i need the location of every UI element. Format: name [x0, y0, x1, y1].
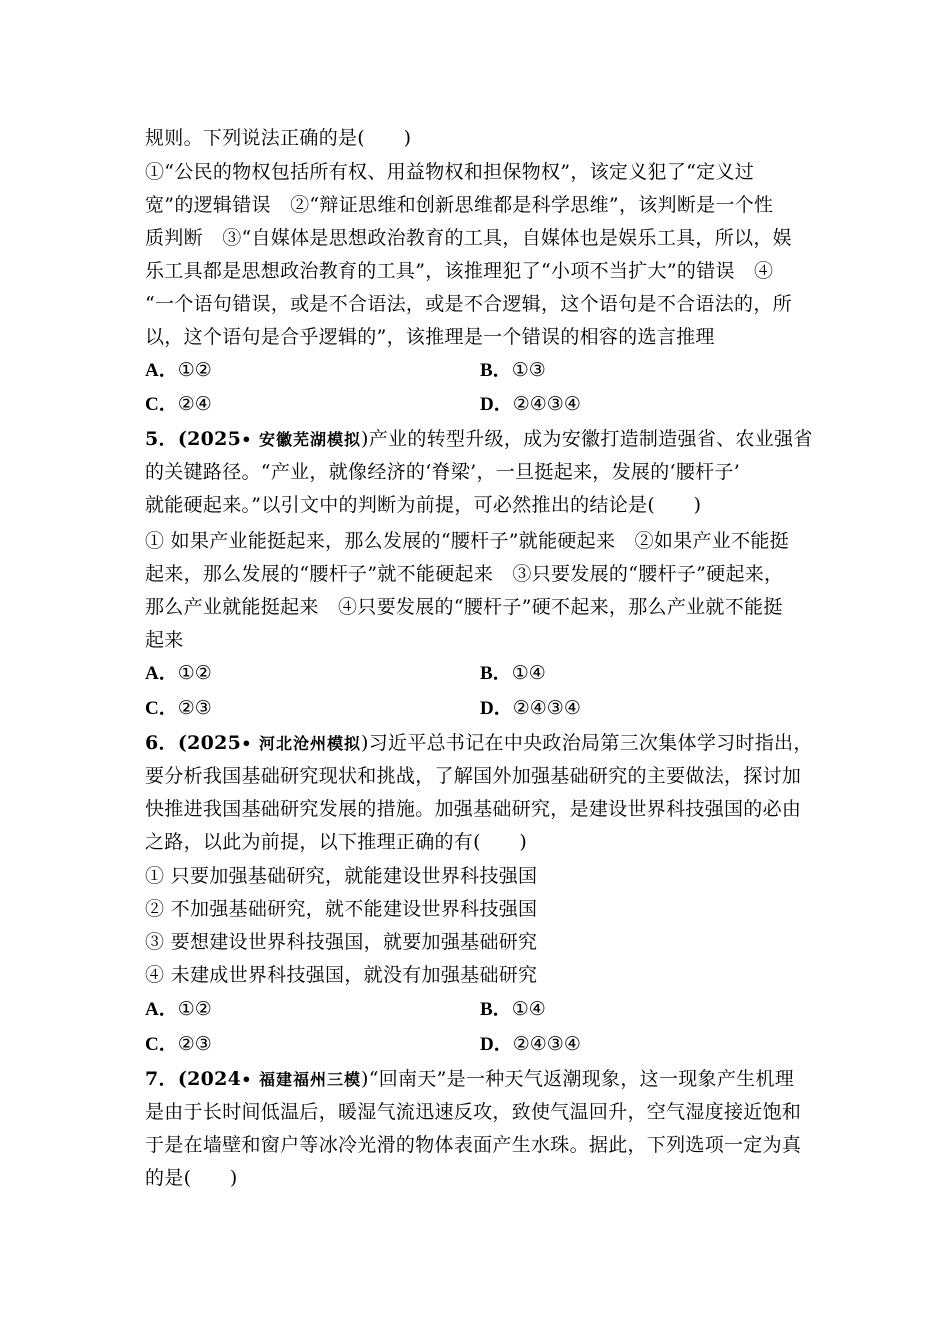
option-text: ①④ [511, 998, 546, 1020]
option-key: C． [145, 394, 178, 415]
q5-option-b[interactable] [480, 660, 546, 687]
q7-source: • 福建福州三模 [241, 1070, 362, 1089]
q4-line-6: 以，这个语句是合乎逻辑的”，该推理是一个错误的相容的选言推理 [145, 326, 715, 348]
option-text: ②④③④ [512, 697, 581, 719]
option-text: ①④ [511, 662, 546, 684]
q7-line-1: 是由于长时间低温后，暖湿气流迅速反攻，致使气温回升，空气湿度接近饱和 [145, 1101, 802, 1123]
q5-line-1: 的关键路径。“产业，就像经济的‘脊梁’，一旦挺起来，发展的‘腰杆子’ [145, 461, 741, 483]
q6-stem-first: )习近平总书记在中央政治局第三次集体学习时指出， [361, 732, 813, 754]
option-key: B． [480, 663, 512, 684]
q5-line-2: 就能硬起来。”以引文中的判断为前提，可必然推出的结论是( ) [145, 494, 702, 516]
q7-stem [145, 1066, 815, 1093]
option-key: B． [480, 360, 512, 381]
q6-stem [145, 730, 815, 757]
q6-line-3: 之路，以此为前提，以下推理正确的有( ) [145, 831, 528, 853]
q5-option-c[interactable] [145, 695, 212, 722]
option-key: D． [480, 394, 513, 415]
option-text: ②④ [177, 393, 212, 415]
q5-number: 5．(2025 [145, 428, 242, 450]
q4-line-1: ①“公民的物权包括所有权、用益物权和担保物权”，该定义犯了“定义过 [145, 161, 755, 183]
q6-source: • 河北沧州模拟 [241, 734, 362, 753]
option-text: ①③ [511, 359, 546, 381]
q7-line-2: 于是在墙壁和窗户等冰冷光滑的物体表面产生水珠。据此，下列选项一定为真 [145, 1134, 802, 1156]
option-text: ②④③④ [512, 393, 581, 415]
q4-option-b[interactable] [480, 357, 546, 384]
option-text: ②③ [177, 1033, 212, 1055]
option-text: ①② [177, 662, 212, 684]
q5-option-a[interactable] [145, 660, 212, 687]
q6-statement-3: ③ 要想建设世界科技强国，就要加强基础研究 [145, 931, 538, 953]
q6-statement-1: ① 只要加强基础研究，就能建设世界科技强国 [145, 865, 538, 887]
option-text: ②④③④ [512, 1033, 581, 1055]
q4-line-4: 乐工具都是思想政治教育的工具”，该推理犯了“小项不当扩大”的错误 ④ [145, 260, 774, 282]
q5-stem [145, 426, 815, 453]
q6-option-d[interactable] [480, 1031, 581, 1058]
q5-line-3: ① 如果产业能挺起来，那么发展的“腰杆子”就能硬起来 ②如果产业不能挺 [145, 530, 789, 552]
q6-line-2: 快推进我国基础研究发展的措施。加强基础研究，是建设世界科技强国的必由 [145, 798, 802, 820]
q4-option-a[interactable] [145, 357, 212, 384]
option-key: C． [145, 1034, 178, 1055]
q6-line-1: 要分析我国基础研究现状和挑战，了解国外加强基础研究的主要做法，探讨加 [145, 765, 802, 787]
q5-line-6: 起来 [145, 629, 184, 651]
q5-option-d[interactable] [480, 695, 581, 722]
q6-statement-2: ② 不加强基础研究，就不能建设世界科技强国 [145, 898, 538, 920]
option-key: A． [145, 360, 178, 381]
q7-stem-first: )“回南天”是一种天气返潮现象，这一现象产生机理 [361, 1068, 795, 1090]
q6-statement-4: ④ 未建成世界科技强国，就没有加强基础研究 [145, 964, 538, 986]
option-key: C． [145, 698, 178, 719]
q6-option-b[interactable] [480, 996, 546, 1023]
option-key: D． [480, 698, 513, 719]
q7-line-3: 的是( ) [145, 1167, 238, 1189]
q7-number: 7．(2024 [145, 1068, 242, 1090]
q4-line-5: “一个语句错误，或是不合语法，或是不合逻辑，这个语句是不合语法的，所 [145, 293, 792, 315]
q5-line-5: 那么产业就能挺起来 ④只要发展的“腰杆子”硬不起来，那么产业就不能挺 [145, 596, 783, 618]
option-text: ①② [177, 998, 212, 1020]
option-key: B． [480, 999, 512, 1020]
option-key: A． [145, 999, 178, 1020]
q4-option-d[interactable] [480, 391, 581, 418]
q5-stem-first: )产业的转型升级，成为安徽打造制造强省、农业强省 [361, 428, 813, 450]
q5-source: • 安徽芜湖模拟 [241, 430, 362, 449]
q4-line-2: 宽”的逻辑错误 ②“辩证思维和创新思维都是科学思维”，该判断是一个性 [145, 194, 774, 216]
q4-stem-tail: 规则。下列说法正确的是( ) [145, 127, 412, 149]
option-key: D． [480, 1034, 513, 1055]
option-key: A． [145, 663, 178, 684]
q6-number: 6．(2025 [145, 732, 242, 754]
q4-option-c[interactable] [145, 391, 212, 418]
option-text: ②③ [177, 697, 212, 719]
q4-line-3: 质判断 ③“自媒体是思想政治教育的工具，自媒体也是娱乐工具，所以，娱 [145, 227, 792, 249]
q5-line-4: 起来，那么发展的“腰杆子”就不能硬起来 ③只要发展的“腰杆子”硬起来， [145, 563, 784, 585]
q6-option-c[interactable] [145, 1031, 212, 1058]
q6-option-a[interactable] [145, 996, 212, 1023]
option-text: ①② [177, 359, 212, 381]
